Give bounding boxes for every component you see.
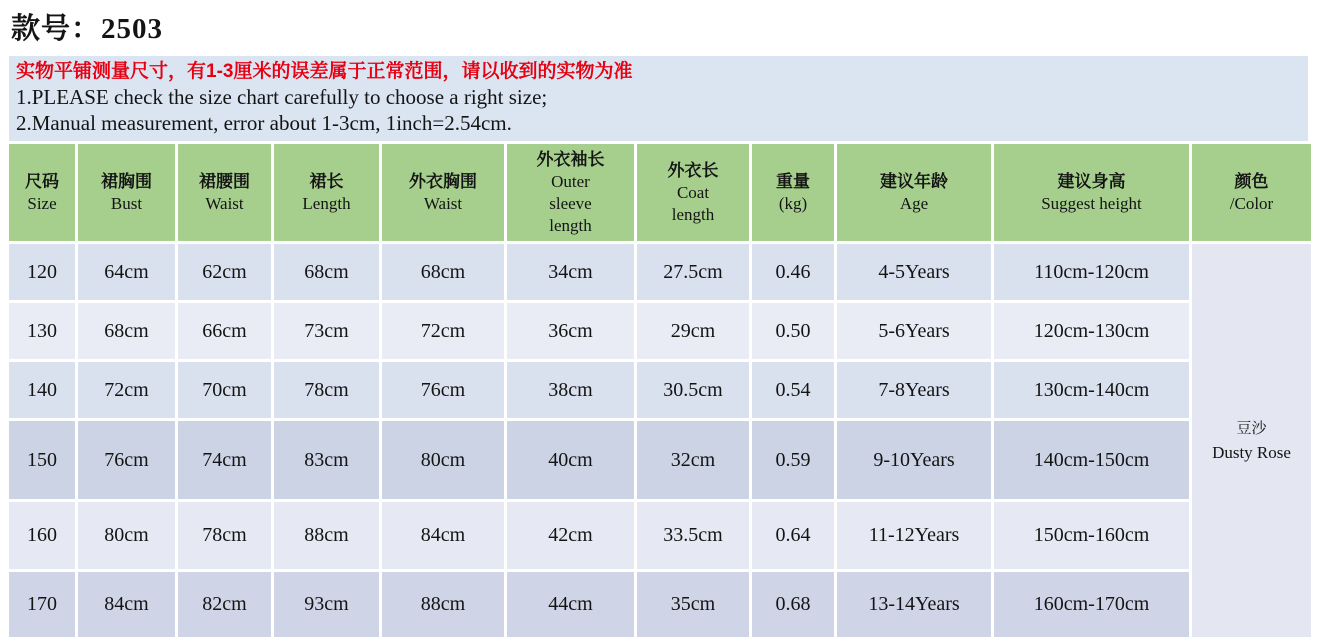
header-cell-sleeve-length bbox=[507, 144, 634, 241]
cell-coat-length: 27.5cm bbox=[637, 244, 749, 300]
page-title: 款号：2503 bbox=[11, 13, 164, 45]
table-row-120 bbox=[9, 244, 1311, 300]
cell-sleeve-length: 40cm bbox=[507, 421, 634, 499]
cell-weight: 0.54 bbox=[752, 362, 834, 418]
cell-weight: 0.46 bbox=[752, 244, 834, 300]
table-row-170 bbox=[9, 572, 1311, 637]
color-cell bbox=[1192, 244, 1311, 637]
cell-weight: 0.64 bbox=[752, 502, 834, 569]
cell-coat-bust: 68cm bbox=[382, 244, 504, 300]
cell-sleeve-length: 42cm bbox=[507, 502, 634, 569]
cell-age: 5-6Years bbox=[837, 303, 991, 359]
cell-coat-bust: 72cm bbox=[382, 303, 504, 359]
table-row-140 bbox=[9, 362, 1311, 418]
cell-age: 7-8Years bbox=[837, 362, 991, 418]
cell-size: 160 bbox=[9, 502, 75, 569]
cell-weight: 0.50 bbox=[752, 303, 834, 359]
cell-sleeve-length: 36cm bbox=[507, 303, 634, 359]
cell-age: 13-14Years bbox=[837, 572, 991, 637]
header-sleeve-length-en: Outer sleeve length bbox=[549, 171, 592, 235]
cell-size: 120 bbox=[9, 244, 75, 300]
header-suggest-height-zh: 建议身高 bbox=[1057, 171, 1126, 191]
cell-skirt-bust: 68cm bbox=[78, 303, 175, 359]
cell-skirt-length: 88cm bbox=[274, 502, 379, 569]
header-coat-length-en: Coat length bbox=[671, 182, 715, 224]
header-coat-bust-zh: 外衣胸围 bbox=[409, 171, 477, 191]
header-skirt-length-en: Length bbox=[302, 193, 351, 213]
notice-line-1: 1.PLEASE check the size chart carefully to choose a right size; bbox=[16, 85, 548, 109]
header-skirt-length-zh: 裙长 bbox=[309, 171, 344, 191]
cell-skirt-waist: 78cm bbox=[178, 502, 271, 569]
cell-skirt-waist: 70cm bbox=[178, 362, 271, 418]
cell-suggest-height: 120cm-130cm bbox=[994, 303, 1189, 359]
cell-weight: 0.68 bbox=[752, 572, 834, 637]
cell-skirt-bust: 84cm bbox=[78, 572, 175, 637]
header-cell-skirt-waist bbox=[178, 144, 271, 241]
cell-coat-bust: 76cm bbox=[382, 362, 504, 418]
cell-age: 4-5Years bbox=[837, 244, 991, 300]
header-cell-coat-bust bbox=[382, 144, 504, 241]
header-skirt-waist-zh: 裙腰围 bbox=[199, 171, 250, 191]
table-row-130 bbox=[9, 303, 1311, 359]
header-size-en: Size bbox=[27, 193, 57, 213]
cell-skirt-length: 83cm bbox=[274, 421, 379, 499]
header-size-zh: 尺码 bbox=[25, 171, 59, 191]
cell-suggest-height: 110cm-120cm bbox=[994, 244, 1189, 300]
cell-sleeve-length: 44cm bbox=[507, 572, 634, 637]
cell-skirt-bust: 80cm bbox=[78, 502, 175, 569]
cell-coat-bust: 80cm bbox=[382, 421, 504, 499]
header-cell-size bbox=[9, 144, 75, 241]
header-cell-age bbox=[837, 144, 991, 241]
cell-suggest-height: 150cm-160cm bbox=[994, 502, 1189, 569]
header-skirt-bust-zh: 裙胸围 bbox=[101, 171, 152, 191]
header-cell-weight bbox=[752, 144, 834, 241]
table-row-150 bbox=[9, 421, 1311, 499]
cell-size: 170 bbox=[9, 572, 75, 637]
cell-suggest-height: 140cm-150cm bbox=[994, 421, 1189, 499]
cell-skirt-length: 78cm bbox=[274, 362, 379, 418]
header-cell-color bbox=[1192, 144, 1311, 241]
table-row-160 bbox=[9, 502, 1311, 569]
color-name-en: Dusty Rose bbox=[1212, 442, 1291, 462]
cell-coat-length: 29cm bbox=[637, 303, 749, 359]
cell-skirt-length: 73cm bbox=[274, 303, 379, 359]
cell-size: 140 bbox=[9, 362, 75, 418]
cell-skirt-bust: 64cm bbox=[78, 244, 175, 300]
cell-skirt-waist: 66cm bbox=[178, 303, 271, 359]
header-age-en: Age bbox=[899, 193, 929, 213]
header-skirt-bust-en: Bust bbox=[110, 193, 143, 213]
cell-skirt-waist: 82cm bbox=[178, 572, 271, 637]
header-suggest-height-en: Suggest height bbox=[1041, 193, 1142, 213]
header-row bbox=[9, 144, 1311, 241]
cell-skirt-length: 68cm bbox=[274, 244, 379, 300]
cell-sleeve-length: 34cm bbox=[507, 244, 634, 300]
cell-coat-length: 30.5cm bbox=[637, 362, 749, 418]
cell-age: 11-12Years bbox=[837, 502, 991, 569]
cell-coat-length: 32cm bbox=[637, 421, 749, 499]
header-color-en: /Color bbox=[1229, 193, 1274, 213]
cell-skirt-waist: 62cm bbox=[178, 244, 271, 300]
notice-panel bbox=[9, 56, 1308, 141]
cell-size: 150 bbox=[9, 421, 75, 499]
header-age-zh: 建议年龄 bbox=[880, 171, 948, 191]
header-cell-skirt-length bbox=[274, 144, 379, 241]
cell-skirt-bust: 72cm bbox=[78, 362, 175, 418]
cell-skirt-bust: 76cm bbox=[78, 421, 175, 499]
header-weight-en: (kg) bbox=[778, 193, 808, 213]
header-cell-suggest-height bbox=[994, 144, 1189, 241]
notice-line-2: 2.Manual measurement, error about 1-3cm, 1inch=2.54cm. bbox=[16, 111, 512, 135]
header-skirt-waist-en: Waist bbox=[205, 193, 244, 213]
header-weight-zh: 重量 bbox=[776, 171, 810, 191]
color-name-zh: 豆沙 bbox=[1236, 420, 1267, 437]
cell-age: 9-10Years bbox=[837, 421, 991, 499]
cell-coat-bust: 88cm bbox=[382, 572, 504, 637]
cell-skirt-length: 93cm bbox=[274, 572, 379, 637]
header-sleeve-length-zh: 外衣袖长 bbox=[536, 149, 605, 169]
cell-coat-length: 33.5cm bbox=[637, 502, 749, 569]
cell-weight: 0.59 bbox=[752, 421, 834, 499]
header-coat-length-zh: 外衣长 bbox=[667, 160, 719, 180]
notice-line-red: 实物平铺测量尺寸，有1-3厘米的误差属于正常范围，请以收到的实物为准 bbox=[16, 61, 633, 82]
cell-suggest-height: 160cm-170cm bbox=[994, 572, 1189, 637]
header-coat-bust-en: Waist bbox=[423, 193, 463, 213]
header-cell-coat-length bbox=[637, 144, 749, 241]
header-color-zh: 颜色 bbox=[1234, 171, 1269, 191]
cell-coat-bust: 84cm bbox=[382, 502, 504, 569]
cell-skirt-waist: 74cm bbox=[178, 421, 271, 499]
cell-sleeve-length: 38cm bbox=[507, 362, 634, 418]
size-chart-table bbox=[6, 141, 1314, 640]
header-cell-skirt-bust bbox=[78, 144, 175, 241]
cell-coat-length: 35cm bbox=[637, 572, 749, 637]
cell-suggest-height: 130cm-140cm bbox=[994, 362, 1189, 418]
cell-size: 130 bbox=[9, 303, 75, 359]
